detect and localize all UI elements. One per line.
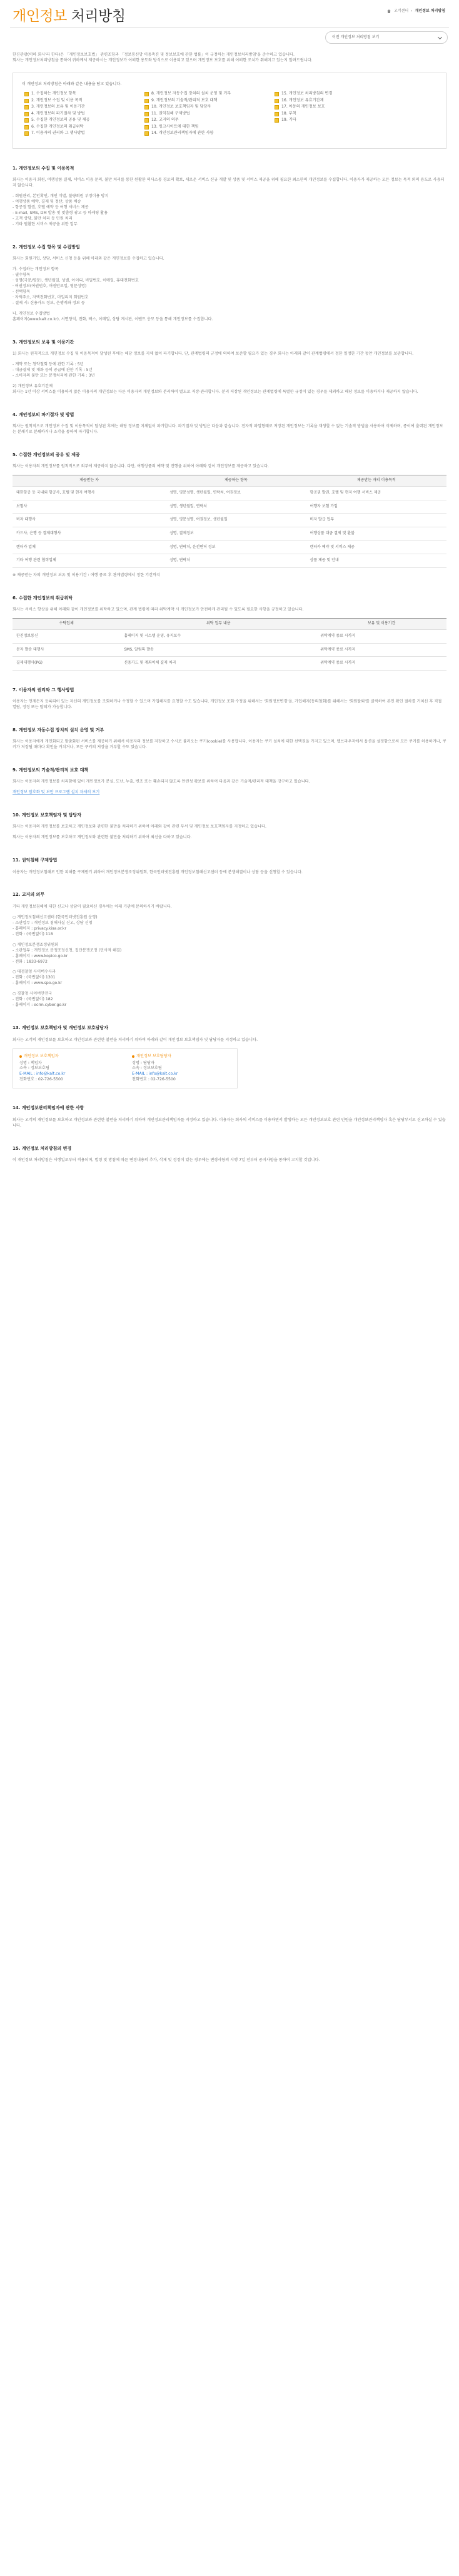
text-line: 회사는 이용자의 개인정보를 처리함에 있어 개인정보가 분실, 도난, 누출, 변조 또는 훼손되지 않도록 안전성 확보를 위하여 다음과 같은 기술적/관리적 대책을 강구하고 있습니다. xyxy=(13,779,310,784)
agency-list xyxy=(13,915,446,1009)
text-line: 홈페이지(www.kalt.co.kr), 서면양식, 전화, 팩스, 이메일, 상담 게시판, 이벤트 응모 등을 통해 개인정보를 수집합니다. xyxy=(13,317,213,322)
table-cell: 한진정보통신 xyxy=(13,629,120,643)
table-cell: 위탁계약 종료 시까지 xyxy=(316,643,446,657)
table-cell: SMS, 알림톡 발송 xyxy=(120,643,316,657)
table-row xyxy=(13,500,446,514)
home-icon[interactable] xyxy=(386,9,391,14)
bullet-icon xyxy=(144,99,149,103)
toc-item[interactable] xyxy=(144,118,252,123)
table-cell: 여행자 보험 가입 xyxy=(306,500,446,514)
text-line: 소속 : 정보보호팀 xyxy=(132,1066,162,1071)
table-cell: 렌터카 예약 및 서비스 제공 xyxy=(306,540,446,554)
bullet-icon xyxy=(275,99,279,103)
section-title: 12. 고지의 의무 xyxy=(13,892,45,898)
section-title: 3. 개인정보의 보유 및 이용기간 xyxy=(13,339,74,345)
bullet-icon xyxy=(24,105,29,109)
toc-item-label: 7. 이용자의 권리와 그 행사방법 xyxy=(31,131,85,136)
table-row xyxy=(13,540,446,554)
text-line: - 기타 원활한 서비스 제공을 위한 업무 xyxy=(13,222,78,226)
text-line: ○ 개인정보침해신고센터 (한국인터넷진흥원 운영) xyxy=(13,915,98,920)
section-8 xyxy=(10,727,449,751)
table-cell: 항공권 발권, 호텔 및 현지 여행 서비스 제공 xyxy=(306,486,446,500)
toc-item[interactable] xyxy=(275,98,400,104)
text-line: 회사는 이용자의 개인정보를 보호하고 개인정보와 관련한 불만을 처리하기 위하여 최선을 다하고 있습니다. xyxy=(13,835,192,840)
table-cell: 성명, 생년월일, 연락처 xyxy=(166,500,306,514)
toc-column-2 xyxy=(144,91,252,138)
table-cell: 상품 제공 및 안내 xyxy=(306,554,446,568)
toc-item-label: 10. 개인정보 보호책임자 및 담당자 xyxy=(151,104,211,109)
page-title: 개인정보 처리방침 xyxy=(13,8,126,24)
section-13 xyxy=(10,1025,449,1088)
toc-item-label: 11. 권익침해 구제방법 xyxy=(151,111,190,116)
table-header: 위탁 업무 내용 xyxy=(120,619,316,630)
table-cell: 위탁계약 종료 시까지 xyxy=(316,629,446,643)
text-line: 성명 : 담당자 xyxy=(132,1060,154,1065)
section-2 xyxy=(10,244,449,323)
text-line: - 항공권 발권, 호텔 예약 등 여행 서비스 제공 xyxy=(13,205,89,210)
text-line: - E-mail, SMS, DM 발송 및 맞춤형 광고 등 마케팅 활용 xyxy=(13,211,108,216)
toc-item[interactable] xyxy=(275,118,400,123)
toc-item[interactable] xyxy=(144,104,252,110)
table-cell: 성명, 연락처, 운전면허 정보 xyxy=(166,540,306,554)
table-cell: 신용카드 및 계좌이체 결제 처리 xyxy=(120,657,316,671)
outsourcing-table xyxy=(13,618,446,671)
table-row xyxy=(13,527,446,541)
toc-item[interactable] xyxy=(24,98,122,104)
intro-text: 한진관광(이하 회사'라 한다)은 「개인정보보호법」 관련조항과 「정보통신망 이용촉진 및 정보보호에 관한 법률」이 규정하는 개인정보처리방침'을 준수하고 있습니다. 회사는 개인정보처리방침을 통하여 귀하께서 제공하시는 개인정보가 어떠한 용도와 방식으로 이용되고 있으며 개인정보 보호를 위해 어떠한 조치가 취해지고 있는지 알려드립니다. xyxy=(13,53,313,63)
text-line: 가. 수집하는 개인정보 항목 xyxy=(13,267,59,272)
text-line: - 전화 : (국번없이) 1301 xyxy=(13,975,56,980)
toc-item[interactable] xyxy=(24,104,122,110)
text-line: - 계약 또는 청약철회 등에 관한 기록 : 5년 xyxy=(13,362,84,367)
toc-item-label: 1. 수집하는 개인정보 항목 xyxy=(31,91,76,96)
table-header: 보유 및 이용기간 xyxy=(316,619,446,630)
bullet-icon xyxy=(144,92,149,96)
section-7 xyxy=(10,687,449,711)
section-4 xyxy=(10,412,449,435)
table-cell: 비자 발급 업무 xyxy=(306,514,446,527)
privacy-manager-card xyxy=(132,1054,226,1083)
text-line: 이용자는 개인정보침해로 인한 피해를 구제받기 위하여 개인정보분쟁조정위원회, 한국인터넷진흥원 개인정보침해신고센터 등에 분쟁해결이나 상담 등을 신청할 수 있습니다. xyxy=(13,870,303,875)
table-cell: 성명, 결제정보 xyxy=(166,527,306,541)
section-15 xyxy=(10,1145,449,1164)
toc-item[interactable] xyxy=(24,91,122,97)
table-cell: 문자 발송 대행사 xyxy=(13,643,120,657)
card-title: 개인정보 보호책임자 xyxy=(19,1054,113,1060)
previous-policy-select[interactable]: 이전 개인정보 처리방침 보기 xyxy=(325,31,448,44)
table-header: 제공받는 자 xyxy=(13,475,166,487)
table-cell: 대한항공 등 국내외 항공사, 호텔 및 현지 여행사 xyxy=(13,486,166,500)
toc-item[interactable] xyxy=(24,131,122,136)
section-10 xyxy=(10,812,449,841)
table-cell: 위탁계약 종료 시까지 xyxy=(316,657,446,671)
table-cell: 보험사 xyxy=(13,500,166,514)
text-line: ○ 대검찰청 사이버수사과 xyxy=(13,970,56,975)
text-line: - 전화 : (국번없이) 182 xyxy=(13,997,53,1002)
text-line: 회사는 고객의 개인정보를 보호하고 개인정보와 관련한 불만을 처리하기 위하여 개인정보관리책임자를 지정하고 있습니다. 이용자는 회사의 서비스를 이용하면서 발생하는 모든 개인정보보호 관련 민원을 개인정보관리책임자 혹은 담당부서로 신고하실 수 있습니다. xyxy=(13,1117,446,1128)
section-5 xyxy=(10,452,449,579)
table-cell: 성명, 영문성명, 여권정보, 생년월일 xyxy=(166,514,306,527)
text-line: 회사는 원칙적으로 개인정보 수집 및 이용목적이 달성된 후에는 해당 정보를 지체없이 파기합니다. 파기절차 및 방법은 다음과 같습니다. 전자적 파일형태로 저장된 개인정보는 기록을 재생할 수 없는 기술적 방법을 사용하여 삭제하며, 종이에 출력된 개인정보는 분쇄기로 분쇄하거나 소각을 통하여 파기합니다. xyxy=(13,424,443,435)
section-14 xyxy=(10,1105,449,1128)
chevron-down-icon xyxy=(438,35,442,39)
bullet-icon xyxy=(144,118,149,123)
card-title: 개인정보 보호담당자 xyxy=(132,1054,226,1060)
security-details-link[interactable]: 개인정보 암호화 및 보안 프로그램 설치 자세히 보기 xyxy=(13,790,100,795)
section-title: 14. 개인정보관리책임자에 관한 사항 xyxy=(13,1105,84,1111)
section-title: 5. 수집한 개인정보의 공유 및 제공 xyxy=(13,452,80,458)
toc-item-label: 3. 개인정보의 보유 및 이용기간 xyxy=(31,104,85,109)
table-row xyxy=(13,486,446,500)
section-6 xyxy=(10,595,449,671)
text-line: - 홈페이지 : www.kopico.go.kr xyxy=(13,953,68,958)
text-line: 회사는 이용자에게 개인화되고 맞춤화된 서비스를 제공하기 위해서 이용자의 정보를 저장하고 수시로 불러오는 쿠키(cookie)를 사용합니다. 이용자는 쿠키 설치에 대한 선택권을 가지고 있으며, 웹브라우저에서 옵션을 설정함으로써 모든 쿠키를 허용하거나, 쿠키가 저장될 때마다 확인을 거치거나, 모든 쿠키의 저장을 거부할 수도 있습니다. xyxy=(13,739,446,750)
bullet-icon xyxy=(24,125,29,129)
toc-column-3 xyxy=(275,91,400,138)
toc-item-label: 5. 수집한 개인정보의 공유 및 제공 xyxy=(31,118,90,123)
table-header: 제공하는 항목 xyxy=(166,475,306,487)
text-line: · 자택주소, 자택전화번호, 마일리지 회원번호 xyxy=(13,295,89,300)
toc-item-label: 16. 개인정보 유효기간제 xyxy=(281,98,324,103)
table-cell: 성명, 연락처 xyxy=(166,554,306,568)
table-cell: 성명, 영문성명, 생년월일, 연락처, 여권정보 xyxy=(166,486,306,500)
toc-item[interactable] xyxy=(275,111,400,117)
text-line: - 회원관리, 본인확인, 개인 식별, 불량회원 부정이용 방지 xyxy=(13,194,109,199)
text-line: - 고객 상담, 불만 처리 등 민원 처리 xyxy=(13,216,73,221)
section-title: 4. 개인정보의 파기절차 및 방법 xyxy=(13,412,74,418)
text-line: - 결제 시: 신용카드 정보, 은행계좌 정보 등 xyxy=(13,301,85,306)
text-line: - 대금결제 및 재화 등의 공급에 관한 기록 : 5년 xyxy=(13,368,93,373)
bullet-icon xyxy=(275,112,279,116)
text-line: - 전화 : 1833-6972 xyxy=(13,959,48,964)
toc-item[interactable] xyxy=(275,104,400,110)
text-line: 회사는 서비스 향상을 위해 아래와 같이 개인정보를 위탁하고 있으며, 관계 법령에 따라 위탁계약 시 개인정보가 안전하게 관리될 수 있도록 필요한 사항을 규정하고 있습니다. xyxy=(13,607,304,612)
toc-item-label: 19. 기타 xyxy=(281,118,296,123)
table-of-contents: 이 개인정보 처리방침은 아래와 같은 내용을 담고 있습니다. 1. 수집하는 개인정보 항목 2. 개인정보 수집 및 이용 목적 3. 개인정보의 보유 및 이용기간 4. 개인정보의 파기절차 및 방법 5. 수집한 개인정보의 공유 및 제공 6. 수집한 개인정보의 취급위탁 7. 이용자의 권리와 그 행사방법 8. 개인정보 자동수집 장치의 설치 운영 및 거부 9. 개인정보의 기술적/관리적 보호 대책 10. 개인정보 보호책임자 및 담당자 11. 권익침해 구제방법 12. 고지의 의무 13. 링크사이트에 대한 책임 14. 개인정보관리책임자에 관한 사항 15. 개인정보 처리방침의 변경 16. 개인정보 유효기간제 17. 아동의 개인정보 보호 18. 부칙 19. 기타 xyxy=(13,73,446,149)
table-cell: 결제대행사(PG) xyxy=(13,657,120,671)
privacy-policy-page xyxy=(0,0,459,1184)
table-cell: 렌터카 업체 xyxy=(13,540,166,554)
table-row xyxy=(13,554,446,568)
table-cell: 비자 대행사 xyxy=(13,514,166,527)
text-line: 기타 개인정보침해에 대한 신고나 상담이 필요하신 경우에는 아래 기관에 문의하시기 바랍니다. xyxy=(13,904,172,909)
text-line: 1) 회사는 원칙적으로 개인정보 수집 및 이용목적이 달성된 후에는 해당 정보를 지체 없이 파기합니다. 단, 관계법령의 규정에 의하여 보존할 필요가 있는 경우 회사는 아래와 같이 관계법령에서 정한 일정한 기간 동안 개인정보를 보관합니다. xyxy=(13,352,414,357)
toc-item[interactable] xyxy=(24,111,122,117)
text-line: 회사는 이용자 회원, 여행상품 결제, 서비스 이용 문의, 불만 처리를 통한 원활한 의사소통 경로의 확보, 새로운 서비스 신규 개발 및 상품 및 서비스 제공을 위해 필요한 최소한의 개인정보를 수집합니다. 이용자가 제공하는 모든 정보는 목적 외의 용도로 사용되지 않습니다. xyxy=(13,178,445,188)
table-row xyxy=(13,629,446,643)
table-row xyxy=(13,643,446,657)
toc-item[interactable] xyxy=(24,124,122,130)
text-line: 회사는 이용자의 개인정보를 보호하고 개인정보와 관련한 불만을 처리하기 위하여 아래와 같이 관련 부서 및 개인정보 보호책임자를 지정하고 있습니다. xyxy=(13,824,266,829)
text-line: 전화번호 : 02-726-5500 xyxy=(19,1077,63,1082)
section-title: 15. 개인정보 처리방침의 변경 xyxy=(13,1145,72,1151)
section-title: 6. 수집한 개인정보의 취급위탁 xyxy=(13,596,73,601)
toc-item-label: 2. 개인정보 수집 및 이용 목적 xyxy=(31,98,83,103)
bullet-icon xyxy=(144,112,149,116)
bullet-icon xyxy=(275,118,279,123)
toc-item[interactable] xyxy=(144,124,252,130)
section-title: 7. 이용자의 권리와 그 행사방법 xyxy=(13,687,74,692)
section-title: 13. 개인정보 보호책임자 및 개인정보 보호담당자 xyxy=(13,1025,109,1031)
text-line: 이용자는 언제든지 등록되어 있는 자신의 개인정보를 조회하거나 수정할 수 있으며 가입해지를 요청할 수도 있습니다. 개인정보 조회·수정을 위해서는 '회원정보변경'을, 가입해지(동의철회)를 위해서는 '회원탈퇴'를 클릭하여 본인 확인 절차를 거치신 후 직접 열람, 정정 또는 탈퇴가 가능합니다. xyxy=(13,699,442,710)
table-cell: 여행상품 대금 결제 및 환불 xyxy=(306,527,446,541)
table-row xyxy=(13,657,446,671)
table-header: 제공받는 자의 이용목적 xyxy=(306,475,446,487)
bullet-icon xyxy=(144,131,149,136)
text-line: - 필수항목 xyxy=(13,273,31,278)
toc-item-label: 13. 링크사이트에 대한 책임 xyxy=(151,124,199,129)
text-line: - 소관업무 : 개인정보 분쟁조정신청, 집단분쟁조정 (민사적 해결) xyxy=(13,948,122,953)
toc-item[interactable] xyxy=(144,131,252,136)
toc-item-label: 4. 개인정보의 파기절차 및 방법 xyxy=(31,111,85,116)
privacy-officer-card xyxy=(19,1054,113,1083)
text-line: 회사는 회원가입, 상담, 서비스 신청 등을 위해 아래와 같은 개인정보를 수집하고 있습니다. xyxy=(13,256,164,261)
section-11 xyxy=(10,857,449,875)
breadcrumb: 고객센터 › 개인정보 처리방침 xyxy=(386,9,445,14)
text-line: 회사는 1년 이상 서비스를 이용하지 않은 이용자의 개인정보는 다른 이용자의 개인정보와 분리하여 별도로 저장·관리합니다. 분리 저장된 개인정보는 관계법령에 특별한 규정이 있는 경우를 제외하고 해당 정보를 이용하거나 제공하지 않습니다. xyxy=(13,390,418,395)
bullet-icon xyxy=(24,131,29,136)
toc-item[interactable] xyxy=(24,118,122,123)
bullet-icon xyxy=(144,105,149,109)
bullet-icon xyxy=(24,118,29,123)
text-line: - 전화 : (국번없이) 118 xyxy=(13,931,53,936)
section-title: 11. 권익침해 구제방법 xyxy=(13,858,58,863)
table-cell: 카드사, 은행 등 결제대행사 xyxy=(13,527,166,541)
breadcrumb-item[interactable]: 고객센터 xyxy=(393,9,409,13)
bullet-icon xyxy=(24,92,29,96)
email-link[interactable]: E-MAIL : info@kalt.co.kr xyxy=(19,1072,66,1077)
text-line: - 홈페이지 : ecrm.cyber.go.kr xyxy=(13,1003,67,1008)
text-line: 회사는 이용자의 개인정보를 원칙적으로 외부에 제공하지 않습니다. 다만, 여행상품의 예약 및 진행을 위하여 아래와 같이 개인정보를 제공하고 있습니다. xyxy=(13,464,269,469)
text-line: ○ 개인정보분쟁조정위원회 xyxy=(13,942,59,947)
toc-item[interactable] xyxy=(144,98,252,104)
table-header: 수탁업체 xyxy=(13,619,120,630)
bullet-icon xyxy=(24,112,29,116)
toc-item[interactable] xyxy=(275,91,400,97)
email-link[interactable]: E-MAIL : info@kalt.co.kr xyxy=(132,1072,178,1077)
table-row xyxy=(13,514,446,527)
section-3 xyxy=(10,339,449,395)
section-1 xyxy=(10,165,449,228)
text-line: 소속 : 정보보호팀 xyxy=(19,1066,49,1071)
provision-table xyxy=(13,475,446,568)
section-12 xyxy=(10,891,449,1008)
table-cell: 홈페이지 및 시스템 운영, 유지보수 xyxy=(120,629,316,643)
toc-item[interactable] xyxy=(144,111,252,117)
breadcrumb-current: 개인정보 처리방침 xyxy=(415,9,445,13)
text-line: 성명 : 책임자 xyxy=(19,1060,42,1065)
bullet-icon xyxy=(275,105,279,109)
page-header xyxy=(10,0,449,38)
bullet-icon xyxy=(275,92,279,96)
toc-item-label: 17. 아동의 개인정보 보호 xyxy=(281,104,325,109)
text-line: ○ 경찰청 사이버안전국 xyxy=(13,991,53,996)
toc-item-label: 6. 수집한 개인정보의 취급위탁 xyxy=(31,124,84,129)
section-title: 1. 개인정보의 수집 및 이용목적 xyxy=(13,165,74,171)
text-line: - 홈페이지 : www.spo.go.kr xyxy=(13,981,63,986)
text-line: · 여권정보(여권번호, 여권만료일, 영문성명) xyxy=(13,284,87,289)
contact-cards xyxy=(13,1048,238,1089)
section-title: 2. 개인정보 수집 항목 및 수집방법 xyxy=(13,244,80,250)
toc-item-label: 15. 개인정보 처리방침의 변경 xyxy=(281,91,333,96)
toc-item-label: 14. 개인정보관리책임자에 관한 사항 xyxy=(151,131,214,136)
text-line: - 여행상품 예약, 결제 및 정산, 상품 배송 xyxy=(13,200,81,205)
table-cell: 기타 여행 관련 협력업체 xyxy=(13,554,166,568)
text-line: 전화번호 : 02-726-5500 xyxy=(132,1077,176,1082)
text-line: 이 개인정보 처리방침은 시행일로부터 적용되며, 법령 및 방침에 따른 변경내용의 추가, 삭제 및 정정이 있는 경우에는 변경사항의 시행 7일 전부터 공지사항을 통하여 고지할 것입니다. xyxy=(13,1157,320,1162)
section-title: 10. 개인정보 보호책임자 및 담당자 xyxy=(13,813,82,818)
toc-item[interactable] xyxy=(144,91,252,97)
text-line: 나. 개인정보 수집방법 xyxy=(13,312,50,316)
section-9 xyxy=(10,767,449,796)
bullet-icon xyxy=(24,99,29,103)
toc-column-1 xyxy=(24,91,122,138)
toc-item-label: 9. 개인정보의 기술적/관리적 보호 대책 xyxy=(151,98,218,103)
section-title: 9. 개인정보의 기술적/관리적 보호 대책 xyxy=(13,768,89,773)
section-title: 8. 개인정보 자동수집 장치의 설치 운영 및 거부 xyxy=(13,728,104,733)
text-line: · 성명(국문/영문), 생년월일, 성별, 아이디, 비밀번호, 이메일, 휴대전화번호 xyxy=(13,278,139,283)
text-line: 회사는 고객의 개인정보를 보호하고 개인정보와 관련한 불만을 처리하기 위하여 아래와 같이 개인정보 보호책임자 및 담당자를 지정하고 있습니다. xyxy=(13,1037,258,1042)
toc-item-label: 12. 고지의 의무 xyxy=(151,118,179,123)
text-line: 2) 개인정보 유효기간제 xyxy=(13,384,53,389)
text-line: - 소관업무 : 개인정보 침해사실 신고, 상담 신청 xyxy=(13,920,93,925)
text-line: - 선택항목 xyxy=(13,290,31,295)
bullet-icon xyxy=(144,125,149,129)
toc-item-label: 8. 개인정보 자동수집 장치의 설치 운영 및 거부 xyxy=(151,91,231,96)
text-line: ※ 제공받는 자의 개인정보 보유 및 이용기간 : 여행 종료 후 관계법령에서 정한 기간까지 xyxy=(13,573,161,578)
text-line: - 홈페이지 : privacy.kisa.or.kr xyxy=(13,926,67,931)
toc-item-label: 18. 부칙 xyxy=(281,111,296,116)
text-line: - 소비자의 불만 또는 분쟁처리에 관한 기록 : 3년 xyxy=(13,373,95,378)
